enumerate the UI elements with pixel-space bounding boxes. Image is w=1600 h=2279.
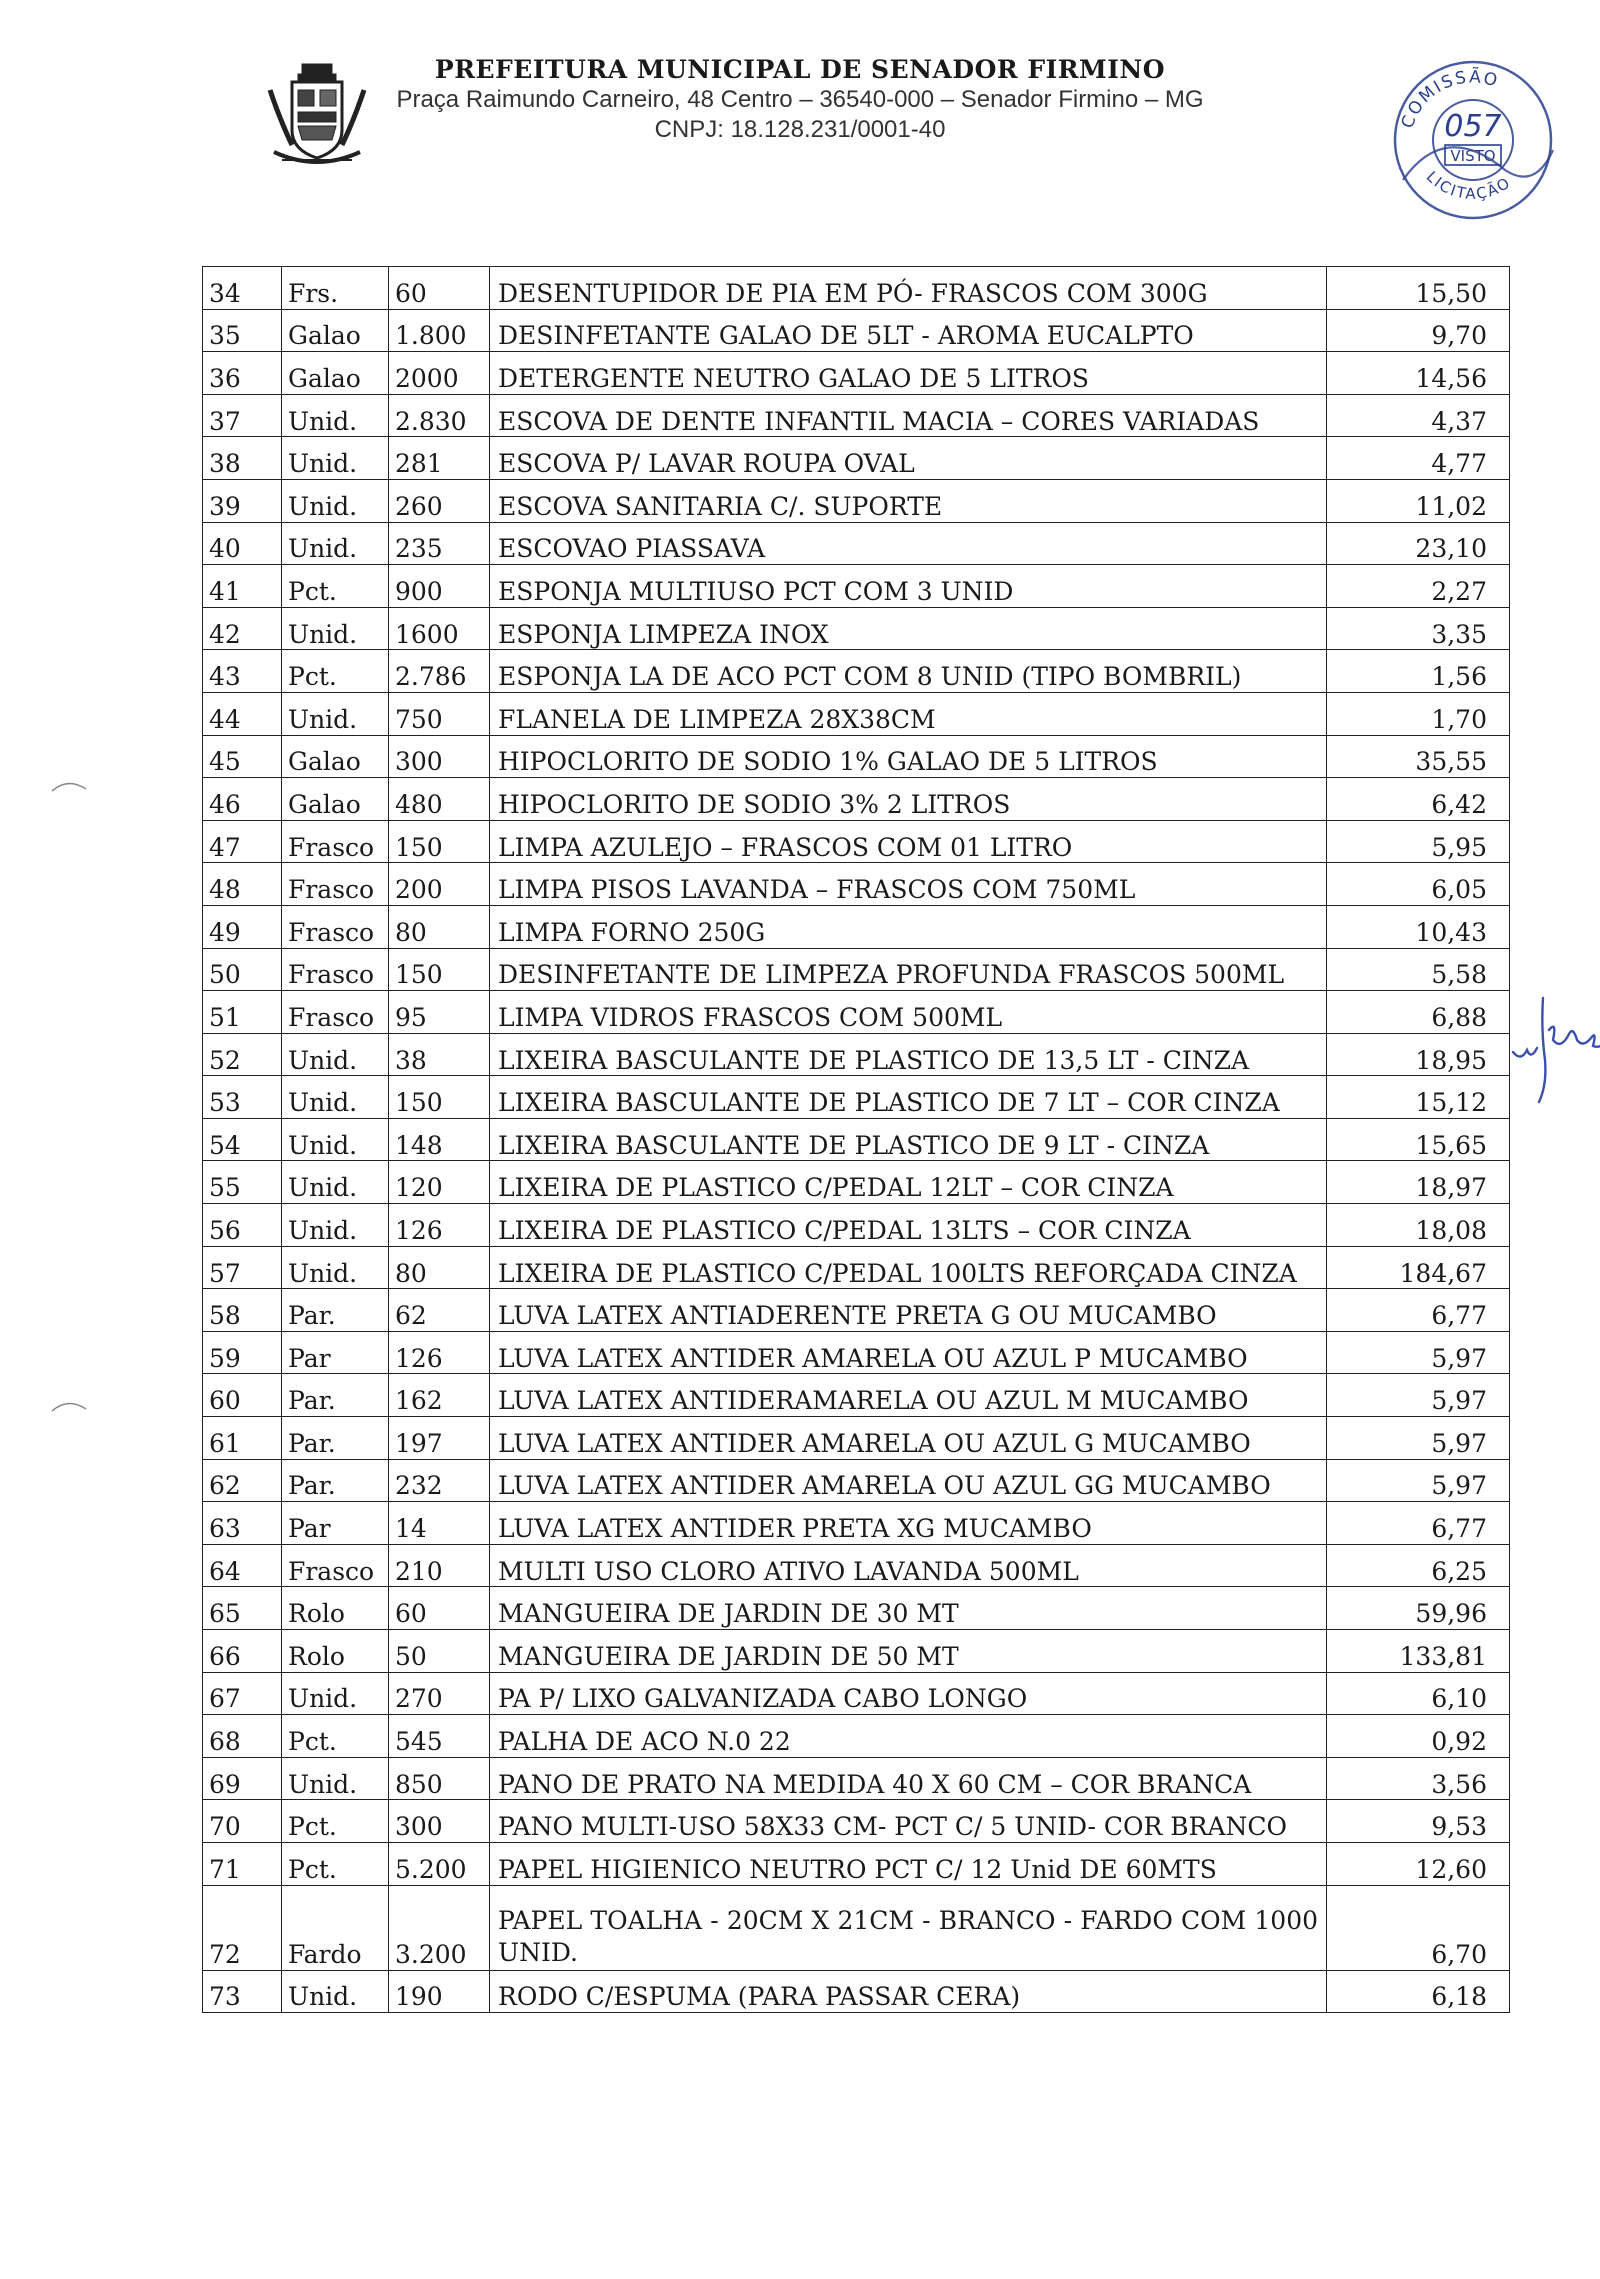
quantity-cell: 210 (389, 1544, 490, 1587)
quantity-cell: 480 (389, 778, 490, 821)
price-cell: 184,67 (1327, 1246, 1510, 1289)
unit-cell: Frs. (282, 267, 389, 310)
municipality-title: PREFEITURA MUNICIPAL DE SENADOR FIRMINO (434, 55, 1166, 84)
description-cell: LIMPA VIDROS FRASCOS COM 500ML (490, 991, 1327, 1034)
item-number-cell: 39 (203, 479, 282, 522)
unit-cell: Frasco (282, 820, 389, 863)
item-number-cell: 51 (203, 991, 282, 1034)
unit-cell: Unid. (282, 1672, 389, 1715)
unit-cell: Par. (282, 1374, 389, 1417)
item-number-cell: 46 (203, 778, 282, 821)
quantity-cell: 80 (389, 905, 490, 948)
table-row (203, 1459, 1510, 1502)
quantity-cell: 14 (389, 1502, 490, 1545)
quantity-cell: 270 (389, 1672, 490, 1715)
item-number-cell: 55 (203, 1161, 282, 1204)
quantity-cell: 120 (389, 1161, 490, 1204)
price-cell: 18,97 (1327, 1161, 1510, 1204)
unit-cell: Galao (282, 735, 389, 778)
table-row (203, 778, 1510, 821)
unit-cell: Unid. (282, 607, 389, 650)
description-cell: PAPEL HIGIENICO NEUTRO PCT C/ 12 Unid DE 60MTS (490, 1842, 1327, 1885)
quantity-cell: 197 (389, 1417, 490, 1460)
quantity-cell: 126 (389, 1204, 490, 1247)
quantity-cell: 150 (389, 1076, 490, 1119)
description-cell: LIXEIRA DE PLASTICO C/PEDAL 100LTS REFORÇADA CINZA (490, 1246, 1327, 1289)
price-cell: 5,95 (1327, 820, 1510, 863)
unit-cell: Pct. (282, 650, 389, 693)
description-cell: DETERGENTE NEUTRO GALAO DE 5 LITROS (490, 352, 1327, 395)
description-cell: LUVA LATEX ANTIDER PRETA XG MUCAMBO (490, 1502, 1327, 1545)
table-row (203, 1757, 1510, 1800)
price-cell: 15,65 (1327, 1118, 1510, 1161)
price-cell: 18,95 (1327, 1033, 1510, 1076)
table-row (203, 1331, 1510, 1374)
table-row (203, 479, 1510, 522)
price-cell: 1,70 (1327, 692, 1510, 735)
quantity-cell: 900 (389, 565, 490, 608)
description-cell: LIXEIRA DE PLASTICO C/PEDAL 13LTS – COR CINZA (490, 1204, 1327, 1247)
price-cell: 11,02 (1327, 479, 1510, 522)
table-row (203, 607, 1510, 650)
description-cell: PALHA DE ACO N.0 22 (490, 1715, 1327, 1758)
table-row (203, 905, 1510, 948)
price-cell: 4,77 (1327, 437, 1510, 480)
table-row (203, 1246, 1510, 1289)
unit-cell: Galao (282, 309, 389, 352)
letterhead (0, 55, 1600, 144)
unit-cell: Par. (282, 1289, 389, 1332)
description-cell: LUVA LATEX ANTIDER AMARELA OU AZUL G MUCAMBO (490, 1417, 1327, 1460)
item-number-cell: 35 (203, 309, 282, 352)
unit-cell: Par. (282, 1417, 389, 1460)
unit-cell: Unid. (282, 437, 389, 480)
price-cell: 133,81 (1327, 1630, 1510, 1673)
price-cell: 5,97 (1327, 1417, 1510, 1460)
unit-cell: Unid. (282, 1161, 389, 1204)
table-row (203, 1715, 1510, 1758)
table-row (203, 991, 1510, 1034)
quantity-cell: 190 (389, 1970, 490, 2013)
item-number-cell: 65 (203, 1587, 282, 1630)
quantity-cell: 80 (389, 1246, 490, 1289)
quantity-cell: 5.200 (389, 1842, 490, 1885)
unit-cell: Unid. (282, 479, 389, 522)
quantity-cell: 300 (389, 735, 490, 778)
description-cell: LIMPA AZULEJO – FRASCOS COM 01 LITRO (490, 820, 1327, 863)
unit-cell: Pct. (282, 1800, 389, 1843)
table-row (203, 1672, 1510, 1715)
item-number-cell: 60 (203, 1374, 282, 1417)
price-cell: 6,05 (1327, 863, 1510, 906)
table-row (203, 1118, 1510, 1161)
table-row (203, 735, 1510, 778)
price-cell: 59,96 (1327, 1587, 1510, 1630)
table-row (203, 1970, 1510, 2013)
margin-mark (50, 1395, 90, 1415)
price-cell: 2,27 (1327, 565, 1510, 608)
unit-cell: Galao (282, 352, 389, 395)
quantity-cell: 2.830 (389, 394, 490, 437)
quantity-cell: 2.786 (389, 650, 490, 693)
unit-cell: Frasco (282, 1544, 389, 1587)
description-cell: LUVA LATEX ANTIDERAMARELA OU AZUL M MUCAMBO (490, 1374, 1327, 1417)
quantity-cell: 150 (389, 948, 490, 991)
table-row (203, 1033, 1510, 1076)
quantity-cell: 148 (389, 1118, 490, 1161)
unit-cell: Galao (282, 778, 389, 821)
stamp-bottom-text: LICITAÇÃO (1422, 167, 1515, 203)
quantity-cell: 50 (389, 1630, 490, 1673)
item-number-cell: 38 (203, 437, 282, 480)
item-number-cell: 37 (203, 394, 282, 437)
unit-cell: Pct. (282, 1715, 389, 1758)
table-row (203, 1800, 1510, 1843)
price-cell: 6,42 (1327, 778, 1510, 821)
description-cell: ESCOVA P/ LAVAR ROUPA OVAL (490, 437, 1327, 480)
quantity-cell: 95 (389, 991, 490, 1034)
table-row (203, 1417, 1510, 1460)
price-table-wrapper (202, 266, 1510, 2013)
price-cell: 0,92 (1327, 1715, 1510, 1758)
description-cell: ESCOVAO PIASSAVA (490, 522, 1327, 565)
unit-cell: Pct. (282, 565, 389, 608)
price-cell: 35,55 (1327, 735, 1510, 778)
item-number-cell: 66 (203, 1630, 282, 1673)
margin-mark (50, 775, 90, 795)
quantity-cell: 60 (389, 267, 490, 310)
description-cell: LUVA LATEX ANTIDER AMARELA OU AZUL GG MUCAMBO (490, 1459, 1327, 1502)
quantity-cell: 545 (389, 1715, 490, 1758)
description-cell: PANO MULTI-USO 58X33 CM- PCT C/ 5 UNID- COR BRANCO (490, 1800, 1327, 1843)
price-cell: 6,88 (1327, 991, 1510, 1034)
price-table (202, 266, 1510, 2013)
price-cell: 5,58 (1327, 948, 1510, 991)
price-cell: 15,12 (1327, 1076, 1510, 1119)
item-number-cell: 52 (203, 1033, 282, 1076)
item-number-cell: 73 (203, 1970, 282, 2013)
table-row (203, 650, 1510, 693)
price-cell: 9,53 (1327, 1800, 1510, 1843)
item-number-cell: 64 (203, 1544, 282, 1587)
item-number-cell: 45 (203, 735, 282, 778)
table-row (203, 394, 1510, 437)
quantity-cell: 38 (389, 1033, 490, 1076)
description-cell: MANGUEIRA DE JARDIN DE 50 MT (490, 1630, 1327, 1673)
description-cell: RODO C/ESPUMA (PARA PASSAR CERA) (490, 1970, 1327, 2013)
item-number-cell: 72 (203, 1885, 282, 1970)
unit-cell: Rolo (282, 1630, 389, 1673)
table-row (203, 522, 1510, 565)
quantity-cell: 232 (389, 1459, 490, 1502)
stamp-number: 057 (1444, 109, 1502, 144)
description-cell: LIXEIRA BASCULANTE DE PLASTICO DE 7 LT – COR CINZA (490, 1076, 1327, 1119)
price-cell: 12,60 (1327, 1842, 1510, 1885)
table-row (203, 267, 1510, 310)
price-cell: 6,18 (1327, 1970, 1510, 2013)
unit-cell: Frasco (282, 905, 389, 948)
unit-cell: Frasco (282, 991, 389, 1034)
municipality-address: Praça Raimundo Carneiro, 48 Centro – 36540-000 – Senador Firmino – MG (396, 86, 1204, 113)
item-number-cell: 36 (203, 352, 282, 395)
description-cell: MANGUEIRA DE JARDIN DE 30 MT (490, 1587, 1327, 1630)
item-number-cell: 61 (203, 1417, 282, 1460)
price-cell: 3,35 (1327, 607, 1510, 650)
table-row (203, 1587, 1510, 1630)
price-cell: 23,10 (1327, 522, 1510, 565)
unit-cell: Unid. (282, 522, 389, 565)
description-cell: ESPONJA MULTIUSO PCT COM 3 UNID (490, 565, 1327, 608)
unit-cell: Unid. (282, 1204, 389, 1247)
item-number-cell: 70 (203, 1800, 282, 1843)
price-cell: 6,10 (1327, 1672, 1510, 1715)
item-number-cell: 68 (203, 1715, 282, 1758)
table-row (203, 1885, 1510, 1970)
price-cell: 14,56 (1327, 352, 1510, 395)
unit-cell: Unid. (282, 1970, 389, 2013)
unit-cell: Fardo (282, 1885, 389, 1970)
description-cell: HIPOCLORITO DE SODIO 1% GALAO DE 5 LITROS (490, 735, 1327, 778)
table-row (203, 1630, 1510, 1673)
svg-text:LICITAÇÃO (1423, 168, 1515, 203)
table-row (203, 352, 1510, 395)
quantity-cell: 60 (389, 1587, 490, 1630)
unit-cell: Unid. (282, 692, 389, 735)
item-number-cell: 69 (203, 1757, 282, 1800)
price-cell: 5,97 (1327, 1459, 1510, 1502)
quantity-cell: 62 (389, 1289, 490, 1332)
item-number-cell: 47 (203, 820, 282, 863)
municipality-cnpj: CNPJ: 18.128.231/0001-40 (654, 116, 946, 143)
item-number-cell: 49 (203, 905, 282, 948)
table-row (203, 1204, 1510, 1247)
table-row (203, 1502, 1510, 1545)
item-number-cell: 67 (203, 1672, 282, 1715)
unit-cell: Unid. (282, 1246, 389, 1289)
price-cell: 9,70 (1327, 309, 1510, 352)
description-cell: DESENTUPIDOR DE PIA EM PÓ- FRASCOS COM 300G (490, 267, 1327, 310)
description-cell: LIXEIRA DE PLASTICO C/PEDAL 12LT – COR CINZA (490, 1161, 1327, 1204)
item-number-cell: 63 (203, 1502, 282, 1545)
table-row (203, 863, 1510, 906)
quantity-cell: 3.200 (389, 1885, 490, 1970)
table-row (203, 820, 1510, 863)
description-cell: DESINFETANTE GALAO DE 5LT - AROMA EUCALPTO (490, 309, 1327, 352)
quantity-cell: 235 (389, 522, 490, 565)
description-cell: LIXEIRA BASCULANTE DE PLASTICO DE 13,5 LT - CINZA (490, 1033, 1327, 1076)
item-number-cell: 57 (203, 1246, 282, 1289)
unit-cell: Pct. (282, 1842, 389, 1885)
item-number-cell: 50 (203, 948, 282, 991)
quantity-cell: 260 (389, 479, 490, 522)
item-number-cell: 43 (203, 650, 282, 693)
table-row (203, 948, 1510, 991)
table-row (203, 1161, 1510, 1204)
description-cell: LIMPA PISOS LAVANDA – FRASCOS COM 750ML (490, 863, 1327, 906)
unit-cell: Rolo (282, 1587, 389, 1630)
quantity-cell: 850 (389, 1757, 490, 1800)
item-number-cell: 48 (203, 863, 282, 906)
price-cell: 5,97 (1327, 1374, 1510, 1417)
item-number-cell: 62 (203, 1459, 282, 1502)
price-cell: 6,25 (1327, 1544, 1510, 1587)
description-cell: LIXEIRA BASCULANTE DE PLASTICO DE 9 LT - CINZA (490, 1118, 1327, 1161)
price-cell: 3,56 (1327, 1757, 1510, 1800)
quantity-cell: 281 (389, 437, 490, 480)
quantity-cell: 1.800 (389, 309, 490, 352)
quantity-cell: 2000 (389, 352, 490, 395)
table-row (203, 1842, 1510, 1885)
unit-cell: Par (282, 1331, 389, 1374)
description-cell: PA P/ LIXO GALVANIZADA CABO LONGO (490, 1672, 1327, 1715)
price-cell: 6,77 (1327, 1502, 1510, 1545)
item-number-cell: 59 (203, 1331, 282, 1374)
description-cell: ESPONJA LA DE ACO PCT COM 8 UNID (TIPO BOMBRIL) (490, 650, 1327, 693)
item-number-cell: 71 (203, 1842, 282, 1885)
description-cell: FLANELA DE LIMPEZA 28X38CM (490, 692, 1327, 735)
description-cell: LUVA LATEX ANTIADERENTE PRETA G OU MUCAMBO (490, 1289, 1327, 1332)
description-cell: DESINFETANTE DE LIMPEZA PROFUNDA FRASCOS 500ML (490, 948, 1327, 991)
unit-cell: Unid. (282, 1076, 389, 1119)
description-cell: ESCOVA DE DENTE INFANTIL MACIA – CORES VARIADAS (490, 394, 1327, 437)
table-row (203, 309, 1510, 352)
quantity-cell: 300 (389, 1800, 490, 1843)
unit-cell: Frasco (282, 863, 389, 906)
item-number-cell: 53 (203, 1076, 282, 1119)
table-row (203, 1374, 1510, 1417)
item-number-cell: 42 (203, 607, 282, 650)
stamp-visto: VISTO (1450, 147, 1496, 165)
item-number-cell: 41 (203, 565, 282, 608)
price-cell: 4,37 (1327, 394, 1510, 437)
unit-cell: Unid. (282, 1118, 389, 1161)
item-number-cell: 44 (203, 692, 282, 735)
unit-cell: Unid. (282, 1033, 389, 1076)
price-cell: 6,77 (1327, 1289, 1510, 1332)
price-cell: 10,43 (1327, 905, 1510, 948)
quantity-cell: 200 (389, 863, 490, 906)
table-row (203, 1076, 1510, 1119)
price-cell: 5,97 (1327, 1331, 1510, 1374)
description-cell: HIPOCLORITO DE SODIO 3% 2 LITROS (490, 778, 1327, 821)
price-cell: 15,50 (1327, 267, 1510, 310)
quantity-cell: 1600 (389, 607, 490, 650)
table-row (203, 1544, 1510, 1587)
unit-cell: Par. (282, 1459, 389, 1502)
item-number-cell: 56 (203, 1204, 282, 1247)
description-cell: LIMPA FORNO 250G (490, 905, 1327, 948)
handwritten-signature (1465, 990, 1600, 1110)
unit-cell: Unid. (282, 1757, 389, 1800)
unit-cell: Unid. (282, 394, 389, 437)
description-cell: PANO DE PRATO NA MEDIDA 40 X 60 CM – COR BRANCA (490, 1757, 1327, 1800)
price-cell: 1,56 (1327, 650, 1510, 693)
description-cell: ESCOVA SANITARIA C/. SUPORTE (490, 479, 1327, 522)
unit-cell: Par (282, 1502, 389, 1545)
quantity-cell: 750 (389, 692, 490, 735)
stamp-top-text: COMISSÃO (1397, 67, 1502, 132)
quantity-cell: 126 (389, 1331, 490, 1374)
quantity-cell: 150 (389, 820, 490, 863)
unit-cell: Frasco (282, 948, 389, 991)
item-number-cell: 58 (203, 1289, 282, 1332)
item-number-cell: 34 (203, 267, 282, 310)
description-cell: MULTI USO CLORO ATIVO LAVANDA 500ML (490, 1544, 1327, 1587)
table-row (203, 692, 1510, 735)
item-number-cell: 54 (203, 1118, 282, 1161)
item-number-cell: 40 (203, 522, 282, 565)
quantity-cell: 162 (389, 1374, 490, 1417)
table-row (203, 1289, 1510, 1332)
price-cell: 6,70 (1327, 1885, 1510, 1970)
description-cell: PAPEL TOALHA - 20CM X 21CM - BRANCO - FARDO COM 1000 UNID. (490, 1885, 1327, 1970)
commission-stamp (1385, 50, 1560, 225)
table-row (203, 437, 1510, 480)
table-row (203, 565, 1510, 608)
description-cell: LUVA LATEX ANTIDER AMARELA OU AZUL P MUCAMBO (490, 1331, 1327, 1374)
description-cell: ESPONJA LIMPEZA INOX (490, 607, 1327, 650)
price-cell: 18,08 (1327, 1204, 1510, 1247)
